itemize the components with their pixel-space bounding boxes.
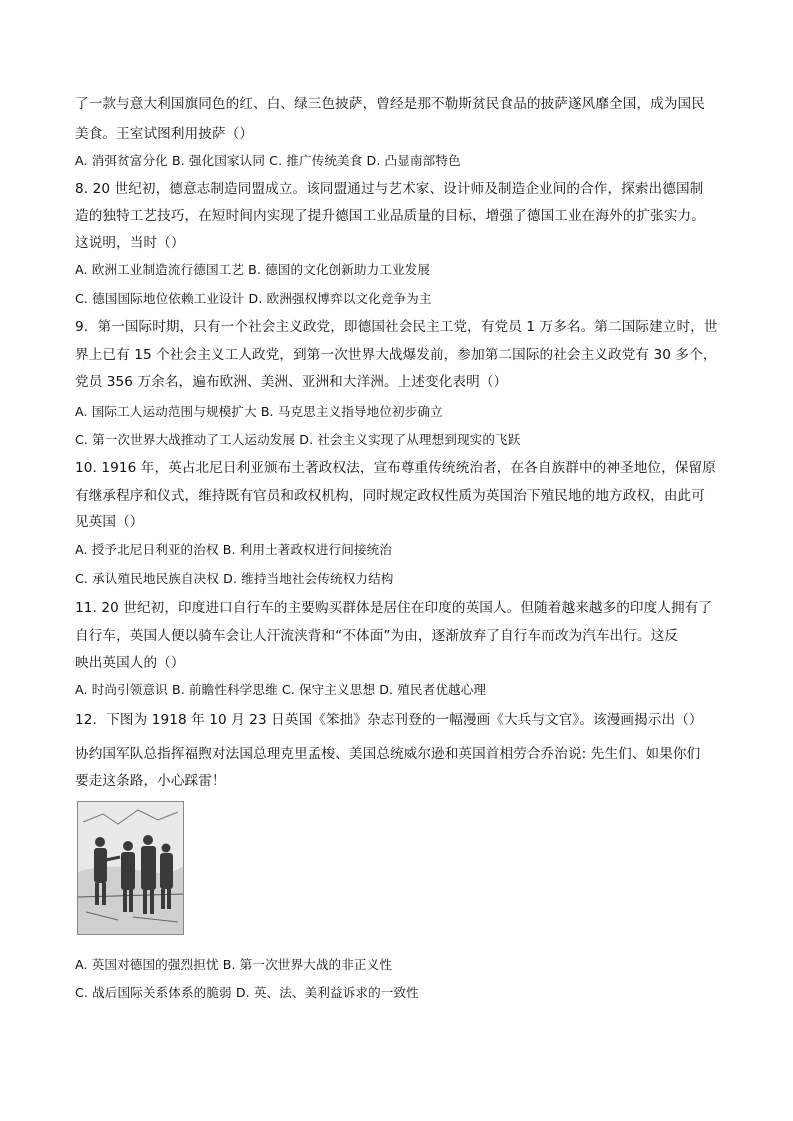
question-9: 9．第一国际时期，只有一个社会主义政党，即德国社会民主工党，有党员 1 万多名。第二国际建立时，世 bbox=[75, 319, 718, 335]
text-line: 党员 356 万余名，遍布欧洲、美洲、亚洲和大洋洲。上述变化表明（） bbox=[75, 374, 508, 390]
answer-options: A. 国际工人运动范围与规模扩大 B. 马克思主义指导地位初步确立 bbox=[75, 404, 443, 419]
answer-options: C. 德国国际地位依赖工业设计 D. 欧洲强权博弈以文化竞争为主 bbox=[75, 291, 432, 306]
cartoon-illustration bbox=[78, 802, 183, 934]
answer-options: A. 授予北尼日利亚的治权 B. 利用土著政权进行间接统治 bbox=[75, 542, 393, 557]
text-line: 美食。王室试图利用披萨（） bbox=[75, 126, 254, 142]
question-12: 12．下图为 1918 年 10 月 23 日英国《笨拙》杂志刊登的一幅漫画《大兵与文官》。该漫画揭示出（） bbox=[75, 712, 703, 728]
answer-options: C. 第一次世界大战推动了工人运动发展 D. 社会主义实现了从理想到现实的飞跃 bbox=[75, 432, 521, 447]
text-line: 有继承程序和仪式，维持既有官员和政权机构，同时规定政权性质为英国治下殖民地的地方政权，由此可 bbox=[75, 488, 705, 504]
text-line: 造的独特工艺技巧，在短时间内实现了提升德国工业品质量的目标，增强了德国工业在海外的扩张实力。 bbox=[75, 208, 705, 224]
text-line: 界上已有 15 个社会主义工人政党，到第一次世界大战爆发前，参加第二国际的社会主义政党有 30 多个， bbox=[75, 347, 717, 363]
answer-options: C. 战后国际关系体系的脆弱 D. 英、法、美利益诉求的一致性 bbox=[75, 985, 419, 1000]
answer-options: A. 英国对德国的强烈担忧 B. 第一次世界大战的非正义性 bbox=[75, 957, 393, 972]
answer-options: A. 时尚引领意识 B. 前瞻性科学思维 C. 保守主义思想 D. 殖民者优越心理 bbox=[75, 682, 487, 697]
question-8: 8. 20 世纪初，德意志制造同盟成立。该同盟通过与艺术家、设计师及制造企业间的合作，探索出德国制 bbox=[75, 181, 704, 197]
cartoon-image bbox=[77, 801, 184, 935]
answer-options: A. 消弭贫富分化 B. 强化国家认同 C. 推广传统美食 D. 凸显南部特色 bbox=[75, 153, 461, 168]
caption-line: 要走这条路，小心踩雷！ bbox=[75, 773, 226, 789]
text-line: 自行车，英国人便以骑车会让人汗流浃背和“不体面”为由，逐渐放弃了自行车而改为汽车出行。这反 bbox=[75, 628, 679, 644]
question-10: 10. 1916 年，英占北尼日利亚颁布土著政权法，宣布尊重传统统治者，在各自族群中的神圣地位，保留原 bbox=[75, 460, 716, 476]
caption-line: 协约国军队总指挥福煦对法国总理克里孟梭、美国总统威尔逊和英国首相劳合乔治说: 先生们、如果你们 bbox=[75, 746, 701, 762]
question-11: 11. 20 世纪初，印度进口自行车的主要购买群体是居住在印度的英国人。但随着越来越多的印度人拥有了 bbox=[75, 600, 713, 616]
answer-options: C. 承认殖民地民族自决权 D. 维持当地社会传统权力结构 bbox=[75, 571, 394, 586]
text-line: 见英国（） bbox=[75, 514, 144, 530]
text-line: 了一款与意大利国旗同色的红、白、绿三色披萨，曾经是那不勒斯贫民食品的披萨遂风靡全国，成为国民 bbox=[75, 96, 705, 112]
text-line: 这说明，当时（） bbox=[75, 235, 185, 251]
text-line: 映出英国人的（） bbox=[75, 655, 185, 671]
answer-options: A. 欧洲工业制造流行德国工艺 B. 德国的文化创新助力工业发展 bbox=[75, 262, 431, 277]
